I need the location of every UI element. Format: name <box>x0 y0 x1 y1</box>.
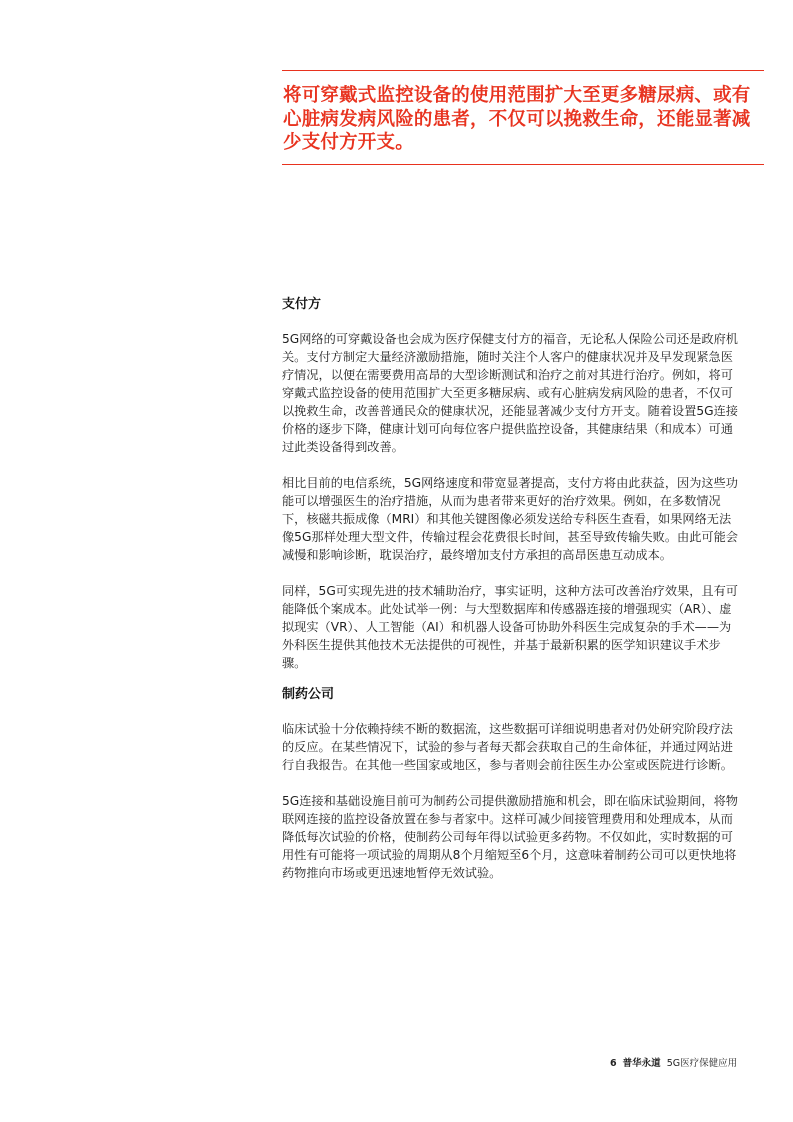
section-heading-pharma: 制药公司 <box>282 687 335 702</box>
paragraph: 5G连接和基础设施目前可为制药公司提供激励措施和机会，即在临床试验期间，将物联网连接的监控设备放置在参与者家中。这样可减少间接管理费用和处理成本，从而降低每次试验的价格，使制药公司每年得以试验更多药物。不仅如此，实时数据的可用性有可能将一项试验的周期从8个月缩短至6个月，这意味着制药公司可以更快地将药物推向市场或更迅速地暂停无效试验。 <box>282 794 738 880</box>
paragraph: 5G网络的可穿戴设备也会成为医疗保健支付方的福音，无论私人保险公司还是政府机关。支付方制定大量经济激励措施，随时关注个人客户的健康状况并及早发现紧急医疗情况，以便在需要费用高昂的大型诊断测试和治疗之前对其进行治疗。例如，将可穿戴式监控设备的使用范围扩大至更多糖尿病、或有心脏病发病风险的患者，不仅可以挽救生命，改善普通民众的健康状况，还能显著减少支付方开支。随着设置5G连接价格的逐步下降，健康计划可向每位客户提供监控设备，其健康结果（和成本）可通过此类设备得到改善。 <box>282 332 738 454</box>
paragraph: 相比目前的电信系统，5G网络速度和带宽显著提高，支付方将由此获益，因为这些功能可以增强医生的治疗措施，从而为患者带来更好的治疗效果。例如，在多数情况下，核磁共振成像（MRI）和其他关键图像必须发送给专科医生查看，如果网络无法像5G那样处理大型文件，传输过程会花费很长时间，甚至导致传输失败。由此可能会减慢和影响诊断，耽误治疗，最终增加支付方承担的高昂医患互动成本。 <box>282 476 738 562</box>
pull-quote-text: 将可穿戴式监控设备的使用范围扩大至更多糖尿病、或有心脏病发病风险的患者，不仅可以挽救生命，还能显著减少支付方开支。 <box>283 85 751 153</box>
page-number: 6 <box>610 1058 617 1069</box>
paragraph: 临床试验十分依赖持续不断的数据流，这些数据可详细说明患者对仍处研究阶段疗法的反应。在某些情况下，试验的参与者每天都会获取自己的生命体征，并通过网站进行自我报告。在其他一些国家或地区，参与者则会前往医生办公室或医院进行诊断。 <box>282 722 733 772</box>
document-title: 5G医疗保健应用 <box>666 1058 738 1069</box>
section-pharma <box>282 686 742 882</box>
section-payers <box>282 296 742 672</box>
article-body <box>282 296 742 882</box>
brand-logo-text: 普华永道 <box>622 1058 661 1069</box>
page-footer <box>610 1058 760 1070</box>
paragraph: 同样，5G可实现先进的技术辅助治疗，事实证明，这种方法可改善治疗效果，且有可能降低个案成本。此处试举一例：与大型数据库和传感器连接的增强现实（AR）、虚拟现实（VR）、人工智能（AI）和机器人设备可协助外科医生完成复杂的手术——为外科医生提供其他技术无法提供的可视性，并基于最新积累的医学知识建议手术步骤。 <box>282 584 738 670</box>
section-heading-payers: 支付方 <box>282 297 322 312</box>
pull-quote <box>282 70 764 165</box>
